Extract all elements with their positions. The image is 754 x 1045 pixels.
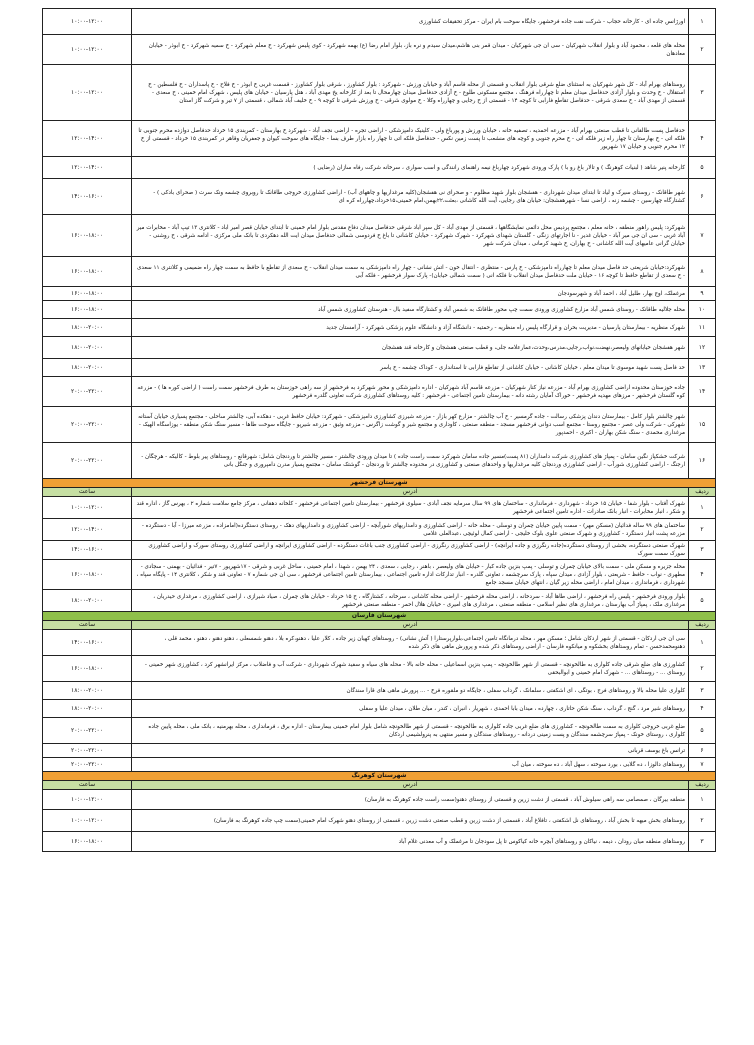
row-time: ۱۴:۰۰-۱۶:۰۰ bbox=[43, 541, 132, 560]
header-row-number: ردیف bbox=[689, 781, 716, 790]
table-row bbox=[43, 758, 716, 772]
table-row bbox=[43, 519, 716, 541]
row-number: ۵ bbox=[689, 718, 716, 744]
row-address: شهر چالشتر بلوار کامل - بیمارستان دندان پزشکی رسالت - جاده گرمسیر - خ آب چالشتر - مزارع کهر بازار - مزرعه شیرزی کشاورزی دامپزشکی - شهرکرد: خیابان حافظ غربی - دهکده آبی، چالشتر ساحلی - مجتمع پسیاری خیابان آستانه شهرکی - شرکت ولی عصر - مجتمع روستا - مجتمع اسب دوانی فرخشهر مسجد - منطقه صنعتی ، کاوداری و مجتمع شیر و گوشت زاگرس - مزرعه وثیق - مزرعه شیرپو - جایگاه سوخت طاها - مسیر سنگ شکن منطقه - یوزاسگاه الهیک - مرغداری محمدی - سنگ شکن بهاران - اکبری - احمدپور bbox=[132, 407, 689, 443]
row-number: ۱۴ bbox=[689, 377, 716, 407]
row-time: ۱۴:۰۰-۱۶:۰۰ bbox=[43, 630, 132, 656]
row-number: ۶ bbox=[689, 179, 716, 215]
row-time: ۱۶:۰۰-۱۸:۰۰ bbox=[43, 832, 132, 852]
row-number: ۲ bbox=[689, 519, 716, 541]
row-number: ۸ bbox=[689, 257, 716, 287]
row-number: ۷ bbox=[689, 758, 716, 772]
section-title-row bbox=[43, 479, 716, 488]
row-address: محله جزیره و مسکن ملی - سمت بالای خیابان چمران و توسلی - پمپ بنزین جاده کبار - خیابان های ولیعصر ، باهنر ، رجایی ، سعدی ، ۲۴ بهمن ، شهدا ، امام خمینی ، ساحل غربی و شرقی - ۱۷شهریور - ۷تیر - فدائیان - بهمنی - سجادی - مطهری - نواب - حافظ - شریعتی ، بلوار آزادی ، میدان سپاه ، پارک سرچشمه ، تعاونی گلدره - انبار تدارکات اداره تامین اجتماعی ، بیمارستان تامین اجتماعی فرخشهر ، سی ان جی شماره ۷ - تعاونی قند و شکر ، کلانتری ۱۴ - پایگاه سپاه ، شهرداری ، فرمانداری ، میدان امام ، اراضی محله زیر گیان ، انتهای خیابان مسجد جامع bbox=[132, 560, 689, 590]
row-number: ۳ bbox=[689, 65, 716, 121]
row-number: ۱۰ bbox=[689, 301, 716, 319]
section-header-row bbox=[43, 781, 716, 790]
row-time: ۱۰:۰۰-۱۲:۰۰ bbox=[43, 65, 132, 121]
row-address: شهر هفشجان خیابانهای ولیعصر،نهضت،نواب،رجایی،مدرس،وحدت،عمارعلامه جلی، و قطب صنعتی هفشجان و کارخانه قند هفشجان bbox=[132, 337, 689, 359]
table-row bbox=[43, 656, 716, 682]
row-time: ۱۶:۰۰-۱۸:۰۰ bbox=[43, 215, 132, 257]
row-address: ساختمان های ۹۹ ساله فدائیان (مسکن مهر) - سمت پایین خیابان چمران و توسلی - محله خانه - اراضی کشاورزی و دامداریهای شورآبچه - اراضی کشاورزی و دامداریهای دهک - روستای دستگرده(امامزاده ، مزرعه میرزا - آبا - دستگرده - مزرعه پشت انبار دستگرد - کشاورزی و شهرک صنعتی علوی بلوک خلیجی - اراضی کمال لوئیچی ،عبدالعلی غلامی bbox=[132, 519, 689, 541]
table-row bbox=[43, 541, 716, 560]
table-row bbox=[43, 337, 716, 359]
section-header-row bbox=[43, 488, 716, 497]
table-row bbox=[43, 215, 716, 257]
row-number: ۵ bbox=[689, 157, 716, 179]
row-number: ۱ bbox=[689, 630, 716, 656]
row-time: ۲۰:۰۰-۲۲:۰۰ bbox=[43, 744, 132, 758]
header-time: ساعت bbox=[43, 781, 132, 790]
row-address: روستاهای بهرام آباد - کل شهر شهرکیان به استثنای ضلع شرقی بلوار انقلاب و قسمتی از محله قاسم آباد و خیابان ورزش - شهرکرد : بلوار کشاورز ، شرقی بلوار کشاورز - قسمت غربی خ ابوذر - خ فلاح - خ پاسداران - خ فلسطین - خ استقلال - خ وحدت و بلوار آزادی حدفاصل میدان معلم تا چهارراه فرهنگ ، مجتمع مسکونی طلوع - خ آزادی حدفاصل میدان چهارمحال تا بعد از کارخانه یخ مهدی آباد ، هتل پارسیان - خیابان های پلیس ، شهرک امام خمینی ، خ سعدی - قسمتی از مهدی آباد - خ سعدی شرقی - حدفاصل تقاطع فارابی تا کوچه ۱۴ - قسمتی از خ رجایی و چهارراه وکلا - خ مولوی شرقی - خ ورزش شرقی تا کوچه ۹ - خ خلیف آباد شمالی ، قسمتی از ۷ تیر و شرکت گاز استان bbox=[132, 65, 689, 121]
table-row bbox=[43, 157, 716, 179]
header-row-number: ردیف bbox=[689, 488, 716, 497]
row-number: ۴ bbox=[689, 121, 716, 157]
header-address: آدرس bbox=[132, 781, 689, 790]
row-address: شرکت خشکپاز نگین سامان - پمپاژ های کشاورزی شرکت دامداران (۸۱ پست)مسیر جاده سامان شهرکرد سمت راست جاده ) تا میدان ورودی چالشتر - مسیر چالشتر تا وردنجان شامل: شهرقانع - روستاهای پیر بلوط - کالیکه - هرچگان - ارجنگ - اراضی کشاورزی شورآب - اراضی کشاورزی وردنجان کلیه مرغداریها و واحدهای صنعتی و کشاورزی در محدوده چالشتر تا وردنجان - گوشتک سامان - مجتمع پسیار مدرن دامپروری و جنگل بانی bbox=[132, 443, 689, 479]
table-row bbox=[43, 630, 716, 656]
row-time: ۱۲:۰۰-۱۴:۰۰ bbox=[43, 157, 132, 179]
row-time: ۱۰:۰۰-۱۲:۰۰ bbox=[43, 497, 132, 519]
section-header-row bbox=[43, 621, 716, 630]
row-time: ۱۸:۰۰-۲۰:۰۰ bbox=[43, 590, 132, 612]
section-title-row bbox=[43, 772, 716, 781]
row-time: ۱۶:۰۰-۱۸:۰۰ bbox=[43, 560, 132, 590]
row-address: روستاهای دالوزا ، ده گلابی ، بورد سوخته ، سهل آباد ، ده سوخته ، میان آب bbox=[132, 758, 689, 772]
table-row bbox=[43, 287, 716, 301]
row-address: حدفاصل پست طالقانی تا قطب صنعتی بهرام آباد - مزرعه احمدیه ، تصفیه خانه ، خیابان ورزش و پورباغ ولی - کلینیک دامپزشکی - اراضی تجره - اراضی نجف آباد - شهرکرد خ بهارستان - کمربندی ۱۵ خرداد حدفاصل دوازده محرم جنوبی تا فلکه اتی - خ بهارستان تا چهار راه زیر فلکه اتی - خ محرم جنوبی و کوچه های منشعب تا پست زمین نکس - حدفاصل فلکه اتی تا چهار راه بازار طرف بسا - جایگاه های سوخت کیوان و جعفریان وقاهر در کمربندی ۱۵ خرداد - قسمتی از خ ۱۲ محرم جنوبی و خیابان ۱۷ شهریور bbox=[132, 121, 689, 157]
row-address: کلواری علیا محله بالا و روستاهای فرج ، بوتگی ، ای اشکفتی ، سلمانک ، گرداب سفلی ، جایگاه دو ملقوره فرخ - ... پرورش ماهی های قارا سندگان bbox=[132, 682, 689, 700]
row-address: روستاهای شیر مرد ، گنج ، گرداب ، سنگ شکن حاتاری ، چهارده ، میدان بابا احمدی ، شهریار ، انبران ، کندر ، میان طلان ، میدان علیا و سفلی bbox=[132, 700, 689, 718]
table-row bbox=[43, 407, 716, 443]
table-row bbox=[43, 179, 716, 215]
row-address: حد فاصل پست شهید موسوی تا میدان معلم ، خیابان کاشانی - خیابان کاشانی از تقاطع فارابی تا استانداری - کوداک چشمه - خ یاسر bbox=[132, 359, 689, 377]
table-row bbox=[43, 301, 716, 319]
row-number: ۷ bbox=[689, 215, 716, 257]
row-number: ۱ bbox=[689, 790, 716, 810]
table-row bbox=[43, 590, 716, 612]
table-row bbox=[43, 65, 716, 121]
table-row bbox=[43, 359, 716, 377]
row-number: ۲ bbox=[689, 35, 716, 65]
row-number: ۲ bbox=[689, 810, 716, 832]
table-row bbox=[43, 832, 716, 852]
table-row bbox=[43, 377, 716, 407]
row-time: ۱۶:۰۰-۱۸:۰۰ bbox=[43, 301, 132, 319]
row-time: ۱۰:۰۰-۱۲:۰۰ bbox=[43, 810, 132, 832]
row-time: ۲۰:۰۰-۲۲:۰۰ bbox=[43, 377, 132, 407]
row-time: ۲۰:۰۰-۲۲:۰۰ bbox=[43, 407, 132, 443]
row-time: ۱۰:۰۰-۱۲:۰۰ bbox=[43, 790, 132, 810]
row-address: مرغملک، اوج بهار، طلیل آباد ، احمد آباد و شهرسودجان bbox=[132, 287, 689, 301]
row-address: سی ان جی اردکان - قسمتی از شهر اردکان شامل ؛ مسکن مهر ، محله درمانگاه تامین اجتماعی،بلوارپرستارا ( آتش نشانی) - روستاهای کهیان زیر جاده ، کلار علیا ، دهنو،کره بلا ، دهنو شمسعلی ، دهنو دهنو ، دهنو ، محمد قلی ، دهنومحمدحسن - تمام روستاهای بخشکوه و میانکوه فارسان - اراضی روستاهای ذکر شده و پرورش ماهی های ذکر شده bbox=[132, 630, 689, 656]
row-address: روستاهای منطقه میان رودان ، دیمه ، نیاکان و روستاهای آبچره خانه کیاکوس تا پل سودجان تا مرغملک و آب معدنی غلام آباد bbox=[132, 832, 689, 852]
row-number: ۱۱ bbox=[689, 319, 716, 337]
row-time: ۱۸:۰۰-۲۰:۰۰ bbox=[43, 337, 132, 359]
header-time: ساعت bbox=[43, 621, 132, 630]
row-address: ضلع غربی خروجی کلواری به سمت طالخونچه - کشاورزی های ضلع غربی جاده کلواری به طالخونچه - قسمتی از شهر طالخونچه شامل بلوار امام خمینی بیمارستان - اداره برق ، فرمانداری ، محله بهرمنیه ، بانک ملی ، محله پایین جاده کلواری ، روستای خونک - پمپاژ سرچشمه سندگان و پست زمینی دردانه - روستاهای سندگان و مسیر منتهی به پنرولشیمی اردکان bbox=[132, 718, 689, 744]
row-number: ۵ bbox=[689, 590, 716, 612]
row-address: منطقه بیرگان ، صمصامی سه راهی سیلوش آباد ، قسمتی از دشت زرین و قسمتی از روستای دهنو(سمت راست جاده کوهرنگ به فارسان) bbox=[132, 790, 689, 810]
section-title: شهرستان کوهرنگ bbox=[43, 772, 716, 781]
row-number: ۴ bbox=[689, 560, 716, 590]
row-time: ۱۸:۰۰-۲۰:۰۰ bbox=[43, 359, 132, 377]
table-row bbox=[43, 718, 716, 744]
row-number: ۱۳ bbox=[689, 359, 716, 377]
row-time: ۲۰:۰۰-۲۲:۰۰ bbox=[43, 443, 132, 479]
row-time: ۱۰:۰۰-۱۲:۰۰ bbox=[43, 9, 132, 35]
row-address: ترانس باغ یوسف قربانی bbox=[132, 744, 689, 758]
row-address: کارخانه پنیر شاهد ( لبنیات کوهرنگ ) و تالار باغ رو با ) پارک ورودی شهرکرد چهارباغ نیمه راهنمای رانندگی و اسب سواری ، سرخانه شرکت رفاه سازان (رضایی ) bbox=[132, 157, 689, 179]
section-title-row bbox=[43, 612, 716, 621]
row-time: ۲۰:۰۰-۲۲:۰۰ bbox=[43, 718, 132, 744]
row-number: ۴ bbox=[689, 700, 716, 718]
row-number: ۹ bbox=[689, 287, 716, 301]
row-time: ۱۲:۰۰-۱۴:۰۰ bbox=[43, 519, 132, 541]
table-row bbox=[43, 121, 716, 157]
header-row-number: ردیف bbox=[689, 621, 716, 630]
row-number: ۳ bbox=[689, 541, 716, 560]
row-number: ۱۲ bbox=[689, 337, 716, 359]
row-address: روستاهای بخش میهه تا بخش آباد ، روستاهای نل اشکفتی ، تافلاغ آباد ، قسمتی از دشت زرین و قطب صنعتی دشت زرین ، قسمتی از روستای دهنو شهرک امام خمینی(سمت چپ جاده کوهرنگ به فارسان) bbox=[132, 810, 689, 832]
header-time: ساعت bbox=[43, 488, 132, 497]
row-number: ۶ bbox=[689, 744, 716, 758]
row-address: بلوار ورودی فرخشهر - پلیس راه فرخشهر ، اراضی طاها آباد - سردخانه ، اراضی محله فرخشهر - اراضی محله کاشانی ، سرخانه ، کشتارگاه ، خ ۱۵ خرداد - خیابان های چمران ، صیاد شیرازی ، اراضی کشاورزی ، مرغداری حیدریان ، مرغداری ملک ، پمپاژ آب بهارستان ، مرغداری های نظیر اسلامی - منطقه صنعتی ، مرغداری های امیری - خیابان هلال احمر - منطقه صنعتی فرخشهر bbox=[132, 590, 689, 612]
row-address: شهرک منظریه - بیمارستان پارسیان - مدیریت بحران و قرارگاه پلیس راه منظریه - رحمتیه - دانشگاه آزاد و دانشگاه علوم پزشکی شهرکرد - آرامستان جدید bbox=[132, 319, 689, 337]
table-row bbox=[43, 443, 716, 479]
schedule-table bbox=[42, 8, 716, 852]
header-address: آدرس bbox=[132, 621, 689, 630]
row-number: ۲ bbox=[689, 656, 716, 682]
row-time: ۱۸:۰۰-۲۰:۰۰ bbox=[43, 700, 132, 718]
row-time: ۱۰:۰۰-۱۲:۰۰ bbox=[43, 35, 132, 65]
row-time: ۱۴:۰۰-۱۶:۰۰ bbox=[43, 179, 132, 215]
table-row bbox=[43, 560, 716, 590]
table-row bbox=[43, 257, 716, 287]
row-number: ۳ bbox=[689, 682, 716, 700]
row-address: محله جلالیه طاقانک - روستای شمس آباد مزارع کشاورزی ورودی سمت چپ محور طاقانک به شمس آباد و کشتارگاه سفید بال - هنرستان کشاورزی شمس آباد bbox=[132, 301, 689, 319]
table-row bbox=[43, 682, 716, 700]
row-address: شهرکرد: پلیس راهور منطقه ، خانه معلم ، مجتمع پردیس محل دائمی نمایشگاهها ، قسمتی از مهدی آباد - کل سپر اباد شرقی حدفاصل میدان دفاع مقدس بلوار امام خمینی تا ابتدای خیابان قصر امیر اباد - کلانتری ۱۳ تیپ آباد - مخابرات میر آباد غربی - سی ان جی میر آباد - خیابان غدیر - نا اجارتهای زنگی - گلستان شهدای شهرکرد - شهرک شهرکرد - خیابان کاشانی تا باغ خ فردوسی شمالی حدفاصل میدان ایت الله دهکردی تا بانک ملی مرکزی - ادامه شرقی ، خ روشنی - خیابان گرانی عامیهای آیت الله کاشانی - خ بهاران، خ شهید کرمانی ، میدان شرکت شهر bbox=[132, 215, 689, 257]
row-time: ۱۶:۰۰-۱۸:۰۰ bbox=[43, 656, 132, 682]
section-title: شهرستان فرخشهر bbox=[43, 479, 716, 488]
row-number: ۱ bbox=[689, 9, 716, 35]
row-time: ۱۸:۰۰-۲۰:۰۰ bbox=[43, 682, 132, 700]
row-number: ۱۶ bbox=[689, 443, 716, 479]
table-row bbox=[43, 319, 716, 337]
row-address: کشاورزی های ضلع شرقی جاده کلواری به طالخونچه - قسمتی از شهر طالخونچه - پمپ بنزین اسماعیلی - محله خانه بالا - محله های سیاه و سفید شهرک شهرداری - شرکت آب و فاضلاب ، مرکز ایرانشهر کرد ، کشاورزی شهر خمینی - روستای ... - روستاهای ... - شهرک امام خمینی و ابوالبحقی bbox=[132, 656, 689, 682]
table-row bbox=[43, 744, 716, 758]
row-number: ۱۵ bbox=[689, 407, 716, 443]
table-row bbox=[43, 790, 716, 810]
row-address: جاده خوزستان محدوده اراضی کشاورزی بهرام آباد - مزرعه نیاز کنار شهرکیان - مزرعه قاسم آباد شهرکیان - اداره دامپزشکی و محور شهرکرد به فرخشهر از سه راهی خوزستان به طرف فرخشهر سمت راست ( اراضی کوره ها ) - مزرعه کوه گلستان فرخشهر - مرزهای مهدیه فرخشهر - خوراک آمایان رشته دانه - بیمارستان تامین اجتماعی - فرخشهر : کلیه روستاهای کشاورزی شرکت تعاونی گلدره فرخشهر bbox=[132, 377, 689, 407]
row-address: شهرکرد:خیابان شریعتی حد فاصل میدان معلم تا چهارراه دامپزشکی - خ پارس - منتظری - انتقال خون - اتش نشانی - چهار راه دامپزشکی به سمت میدان انقلاب - خ سعدی از تقاطع با حافظ به سمت چهار راه ضمیمی و کلانتری ۱۱ سعدی - خ سعدی از تقاطع حافظ تا کوچه ۱۶ - خیابان ملت حدفاصل میدان انقلاب تا فلکه انی ( سمت شمالی خیابان)- پارک سوار فرخشهر - فلکه آبی bbox=[132, 257, 689, 287]
table-row bbox=[43, 810, 716, 832]
outage-schedule-document bbox=[42, 8, 716, 852]
row-number: ۱ bbox=[689, 497, 716, 519]
table-row bbox=[43, 9, 716, 35]
row-address: محله های قلعه ، محمود آباد و بلوار انقلاب شهرکیان - سی ان جی شهرکیان - میدان قمر بنی هاشم،میدان سیدم و نره باز، بلوار امام رضا (ع) بهمه شهرکرد - کوی پلیس شهرکرد - خ معلم شهرکرد - خ سمیه شهرکرد - خ ابوذر - خیابان معادهان bbox=[132, 35, 689, 65]
row-address: شهرک آفتاب - بلوار شفا - خیابان ۱۵ خرداد - شهرداری - فرمانداری - ساختمان های ۹۹ سال سرمایه نجف آبادی - سیلوی فرخشهر - بیمارستان تامین اجتماعی فرخشهر - کلخانه دهقانی ، مرکز جامع سلامت شماره ۲ ، بهرس گاز ، اداره قند و شکر ، انبار مخابرات - انبار بانک صادرات - اداره تامین اجتماعی فرخشهر bbox=[132, 497, 689, 519]
row-address: شهرک صنعتی دستگرده، بخشی از روستای دستگرده(جاده رنگرزی و جاده ایرانچه) - اراضی کشاورزی رنگرزی - اراضی کشاورزی جنب باغات دستگرده - اراضی کشاورزی ایرانچه و اراضی کشاورزی روستای سورک و اراضی کشاورزی سورک سمت سورک bbox=[132, 541, 689, 560]
header-address: آدرس bbox=[132, 488, 689, 497]
table-row bbox=[43, 700, 716, 718]
row-time: ۱۶:۰۰-۱۸:۰۰ bbox=[43, 287, 132, 301]
row-time: ۱۲:۰۰-۱۴:۰۰ bbox=[43, 121, 132, 157]
section-title: شهرستان فارسان bbox=[43, 612, 716, 621]
row-time: ۱۸:۰۰-۲۰:۰۰ bbox=[43, 319, 132, 337]
row-address: اورژانس جاده ای - کارخانه حجاب - شرکت نفت جاده فرخشهر، جایگاه سوخت بام ایران - مرکز تحقیقات کشاورزی bbox=[132, 9, 689, 35]
row-time: ۱۶:۰۰-۱۸:۰۰ bbox=[43, 257, 132, 287]
row-address: شهر طاقانک - روستای سیرک و لیاد تا ابتدای میدان شهرداری - هفشجان بلوار شهید مظلوم - و صحرای نی هفشجان(کلیه مرغداریها و چاههای آب) - اراضی کشاورزی خروجی طاقانک تا روبروی چشمه ونک سرت ( صحرای بادکی ) - کشتارگاه چهارسین - چشمه زنه ، اراضی نسا - شهرهفشجان: خیابان های رجایی، آیت الله کاشانی ،بعثت،۲۲بهمن،امام خمینی،۱۵خرداد،چهارراه کره ای bbox=[132, 179, 689, 215]
table-row bbox=[43, 497, 716, 519]
table-row bbox=[43, 35, 716, 65]
row-time: ۲۰:۰۰-۲۲:۰۰ bbox=[43, 758, 132, 772]
row-number: ۳ bbox=[689, 832, 716, 852]
